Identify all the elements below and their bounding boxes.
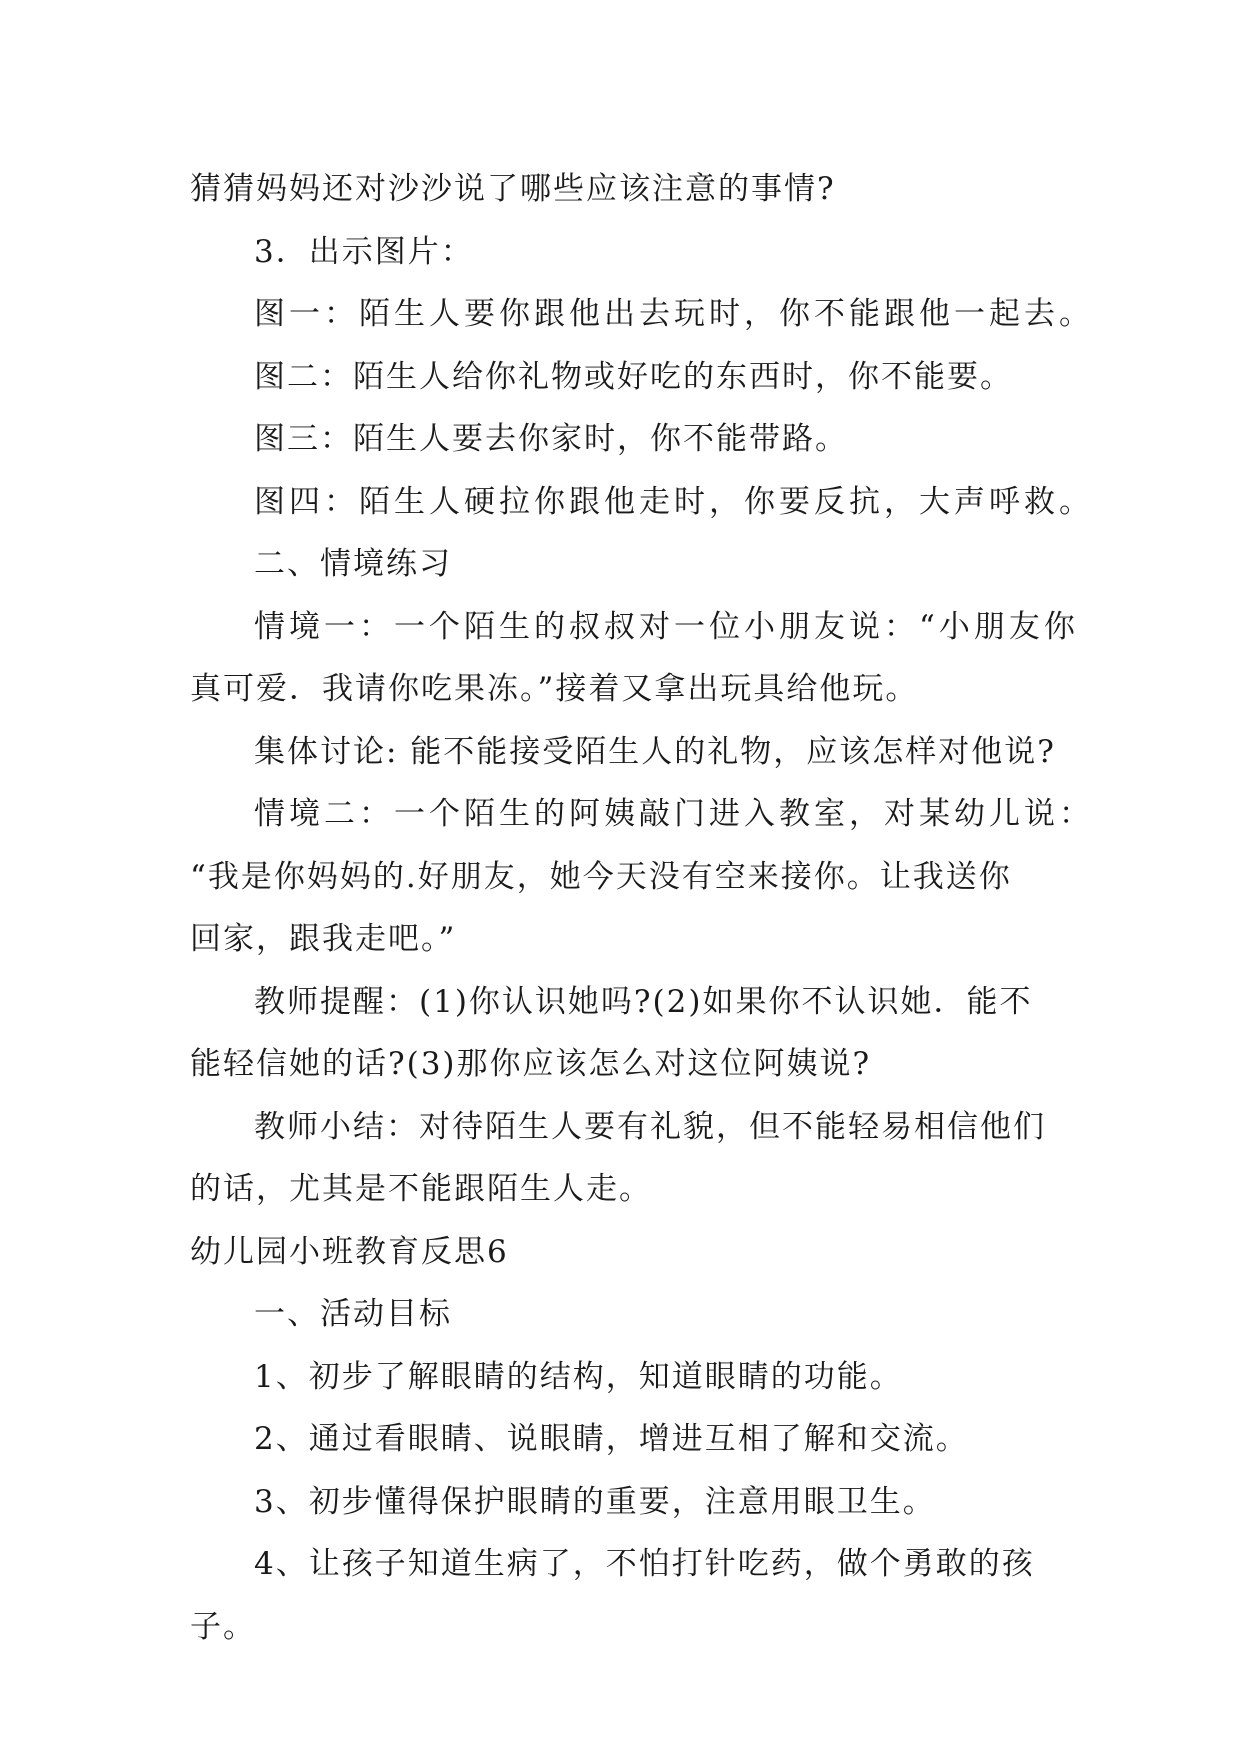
picture-item: 图一：陌生人要你跟他出去玩时，你不能跟他一起去。 [254, 296, 1094, 332]
paragraph-line: 的话，尤其是不能跟陌生人走。 [190, 1171, 652, 1207]
numbered-item: 3．出示图片： [254, 233, 474, 270]
paragraph-line: “我是你妈妈的.好朋友，她今天没有空来接你。让我送你 [190, 858, 1012, 895]
document-body [190, 158, 1094, 1658]
paragraph-line: 情境二：一个陌生的阿姨敲门进入教室，对某幼儿说： [254, 796, 1094, 832]
goal-item: 1、初步了解眼睛的结构，知道眼睛的功能。 [254, 1358, 903, 1395]
paragraph-line: 能轻信她的话?(3)那你应该怎么对这位阿姨说? [190, 1046, 872, 1082]
section-heading: 一、活动目标 [254, 1296, 452, 1332]
paragraph-line: 情境一：一个陌生的叔叔对一位小朋友说：“小朋友你 [254, 608, 1079, 645]
paragraph-line: 教师小结：对待陌生人要有礼貌，但不能轻易相信他们 [254, 1108, 1046, 1145]
goal-item: 4、让孩子知道生病了，不怕打针吃药，做个勇敢的孩 [254, 1546, 1035, 1582]
paragraph-line: 猜猜妈妈还对沙沙说了哪些应该注意的事情? [190, 171, 836, 207]
picture-item: 图二：陌生人给你礼物或好吃的东西时，你不能要。 [254, 358, 1013, 395]
document-title: 幼儿园小班教育反思6 [190, 1233, 509, 1270]
section-heading: 二、情境练习 [254, 546, 452, 582]
goal-item: 2、通过看眼睛、说眼睛，增进互相了解和交流。 [254, 1421, 969, 1457]
picture-item: 图四：陌生人硬拉你跟他走时，你要反抗，大声呼救。 [254, 483, 1094, 520]
picture-item: 图三：陌生人要去你家时，你不能带路。 [254, 421, 848, 457]
goal-item: 3、初步懂得保护眼睛的重要，注意用眼卫生。 [254, 1483, 936, 1520]
paragraph-line: 回家，跟我走吧。” [190, 921, 457, 957]
paragraph-line: 集体讨论: 能不能接受陌生人的礼物，应该怎样对他说? [254, 733, 1056, 770]
paragraph-line: 教师提醒：(1)你认识她吗?(2)如果你不认识她．能不 [254, 983, 1033, 1020]
paragraph-line: 真可爱．我请你吃果冻。”接着又拿出玩具给他玩。 [190, 671, 919, 707]
goal-item: 子。 [190, 1608, 256, 1645]
